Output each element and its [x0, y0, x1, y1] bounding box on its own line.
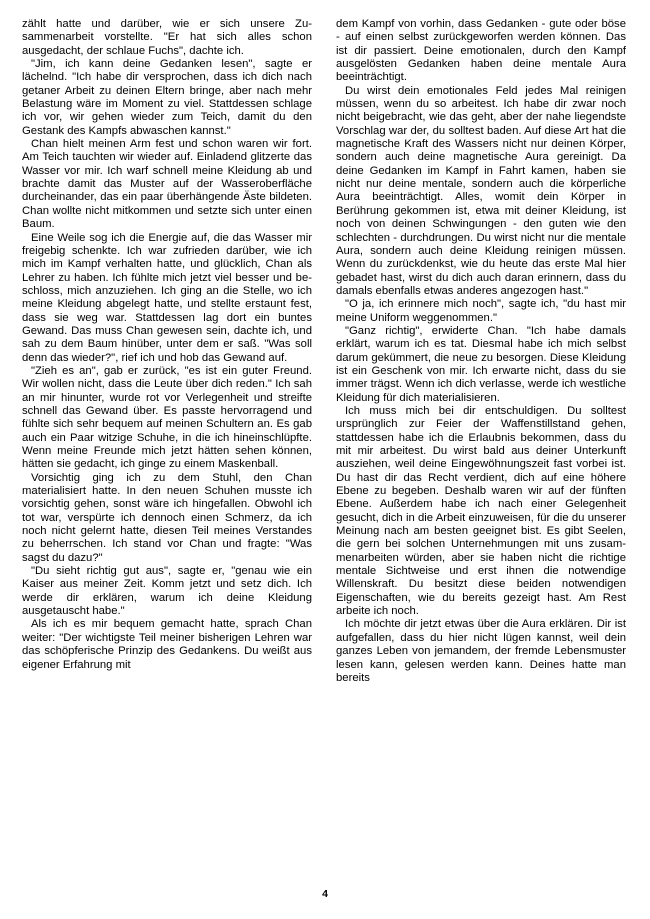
- paragraph: "Ganz richtig", erwiderte Chan. "Ich habe damals erklärt, warum ich es tat. Diesmal habe ich mich selbst darum gekümmert, die neue zu besorgen. Diese Kleidung ist ein Geschenk von mir. Ich erwarte nicht, dass du sie immer trägst. Wenn ich dich verlasse, werde ich westliche Kleidung für dich materialisieren.: [336, 324, 626, 404]
- paragraph: "Zieh es an", gab er zurück, "es ist ein guter Freund. Wir wollen nicht, dass die Leute über dich reden." Ich sah an mir hinunter, wurde rot vor Verlegenheit und streifte schnell das Gewand über. Es passte hervorragend und fühlte sich sehr bequem auf meinen Schultern an. Es gab auch ein Paar witzige Schuhe, in die ich hineinschlüpfte. Wenn meine Freunde mich jetzt hätten sehen können, hätten sie gedacht, ich ginge zu einem Maskenball.: [22, 364, 312, 471]
- paragraph: Ich muss mich bei dir entschuldigen. Du solltest ursprünglich zur Feier der Waffenstillstand gehen, stattdessen habe ich die Erlaubnis bekommen, dass du mit mir arbeitest. Du wirst bald aus deiner Unterkunft ausziehen, weil deine Eingewöhnungszeit fast vorbei ist. Du hast dir das Recht verdient, dich auf eine höhere Ebene zu begeben. Deshalb waren wir auf der fünften Ebene. Außerdem habe ich nach einer Gelegenheit gesucht, dich in die Arbeit einzuweisen, für die du unserer Meinung nach am besten geeignet bist. Es gibt Seelen, die gern bei solchen Unternehmungen mit uns zusammenarbeiten würden, aber sie haben nicht die richtige mentale Sichtweise und erst ihnen die notwendige Willenskraft. Du besitzt diese beiden notwendigen Eigenschaften, wie du bereits gezeigt hast. Am Rest arbeite ich noch.: [336, 404, 626, 618]
- two-column-layout: [22, 18, 628, 880]
- paragraph: "O ja, ich erinnere mich noch", sagte ich, "du hast mir meine Uniform weggenommen.": [336, 298, 626, 324]
- paragraph: "Du sieht richtig gut aus", sagte er, "genau wie ein Kaiser aus meiner Zeit. Komm jetzt und setz dich. Ich werde dir erklären, warum ich deine Kleidung ausgetauscht habe.": [22, 565, 312, 618]
- right-column: [336, 18, 626, 880]
- left-column: [22, 18, 312, 880]
- paragraph: Vorsichtig ging ich zu dem Stuhl, den Chan materialisiert hatte. In den neuen Schuhen musste ich vorsichtig gehen, sonst wäre ich hingefallen. Obwohl ich tot war, verspürte ich dennoch einen Schmerz, da ich noch nicht gelernt hatte, diesen Teil meines Verstandes zu beherrschen. Ich stand vor Chan und fragte: "Was sagst du dazu?": [22, 471, 312, 564]
- paragraph: Eine Weile sog ich die Energie auf, die das Wasser mir freigebig schenkte. Ich war zufrieden darüber, wie ich mich im Kampf verhalten hatte, und glücklich, Chan als Lehrer zu haben. Ich fühlte mich jetzt viel besser und beschloss, mich anzuziehen. Ich ging an die Stelle, wo ich meine Kleidung abgelegt hatte, und stellte erstaunt fest, dass sie weg war. Stattdessen lag dort ein buntes Gewand. Das muss Chan gewesen sein, dachte ich, und sah zu dem Baum hinüber, unter dem er saß. "Was soll denn das wieder?", rief ich und hob das Gewand auf.: [22, 231, 312, 364]
- paragraph: "Jim, ich kann deine Gedanken lesen", sagte er lächelnd. "Ich habe dir versprochen, dass ich dich nach getaner Arbeit zu deinen Eltern bringe, aber nach mehr Belastung wäre im Moment zu viel. Stattdessen schlage ich vor, wir gehen wieder zum Teich, damit du den Gestank des Kampfs abwaschen kannst.": [22, 58, 312, 137]
- paragraph: zählt hatte und darüber, wie er sich unsere Zusammenarbeit vorstellte. "Er hat sich alles schon ausgedacht, der schlaue Fuchs", dachte ich.: [22, 18, 312, 57]
- paragraph: Chan hielt meinen Arm fest und schon waren wir fort. Am Teich tauchten wir wieder auf. Einladend glitzerte das Wasser vor mir. Ich warf schnell meine Kleidung ab und brachte damit das Muster auf der Wasseroberfläche durcheinander, das ein paar überhängende Äste bildeten. Chan wollte nicht mitkommen und setzte sich unter einen Baum.: [22, 138, 312, 231]
- page-number: 4: [322, 888, 328, 900]
- paragraph: Du wirst dein emotionales Feld jedes Mal reinigen müssen, wenn du so arbeitest. Ich habe dir zwar noch nicht beigebracht, wie das geht, aber der nahe liegendste Vorschlag war der, du solltest baden. Auf diese Art hat die magnetische Kraft des Wassers nicht nur deinen Körper, sondern auch deine magnetische Aura gereinigt. Da deine Gedanken im Kampf in Fahrt kamen, haben sie nicht nur deine mentale, sondern auch die körperliche Aura beeinträchtigt. Alles, womit dein Körper in Berührung gekommen ist, etwa mit deiner Kleidung, ist noch von deinen Schwingungen - den guten wie den schlechten - durchdrungen. Du wirst nicht nur die mentale Aura, sondern auch deine Kleidung reinigen müssen. Wenn du zurückdenkst, wie du heute das erste Mal hier gebadet hast, wirst du dich auch daran erinnern, dass du damals ebenfalls etwas anderes angezogen hast.": [336, 84, 626, 297]
- paragraph: Ich möchte dir jetzt etwas über die Aura erklären. Dir ist aufgefallen, dass du hier nicht lügen kannst, weil dein ganzes Leben von jemandem, der fremde Lebensmuster lesen kann, gelesen werden kann. Deines hatte man bereits: [336, 618, 626, 684]
- paragraph: Als ich es mir bequem gemacht hatte, sprach Chan weiter: "Der wichtigste Teil meiner bisherigen Lehren war das schöpferische Prinzip des Gedankens. Du weißt aus eigener Erfahrung mit: [22, 618, 312, 671]
- paragraph: dem Kampf von vorhin, dass Gedanken - gute oder böse - auf einen selbst zurückgeworfen werden können. Das ist dir passiert. Deine emotionalen, durch den Kampf ausgelösten Gedanken haben deine mentale Aura beeinträchtigt.: [336, 18, 626, 84]
